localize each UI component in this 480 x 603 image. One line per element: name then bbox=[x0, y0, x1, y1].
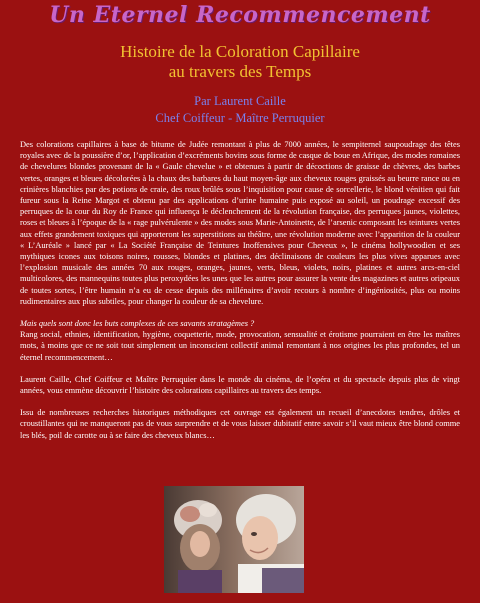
book-title-line-1: Histoire de la Coloration Capillaire bbox=[120, 42, 360, 61]
history-paragraph: Des colorations capillaires à base de bitume de Judée remontant à plus de 7000 années, le sempiternel saupoudrage des têtes royales avec de la poussière d’or, l’application d’excréments bovins sous forme de casque de boue en Afrique, des modes romaines de chevelures blondes provenant de la « Gaule chevelue » et obtenues à partir de décoctions de graisse de chèvres, des barbes vertes, oranges et bleues décolorées à la chaux des barbares du haut moyen-âge aux cheveux rouges graissés au beurre rance ou en crinières blanchies par des potions de craie, des roux brûlés sous l’inquisition pour cause de sorcellerie, le blond vénitien qui fait fureur sous la Reine Margot et obtenu par des applications d’urine humaine puis exposé au soleil, un poudrage excessif des perruques de la cour du Roy de France qui influença le déclenchement de la révolution française, des perruques jaunes, violettes, roses et bleues à l’époque de la « rage pulvérulente » des modes sous Marie-Antoinette, de l’arsenic composant les teintures vertes aux effets grandement toxiques qui apporteront les superstitions au théâtre, une révolution moderne avec l’apparition de la couleur « L’Auréale » lancé par « La Société Française de Teintures Inoffensives pour Cheveux », le cinéma hollywoodien et ses mythiques icones aux toisons noires, rousses, blondes et platines, des déclinaisons de couleurs les plus vives apparues avec l’explosion musicale des années 70 aux rouges, oranges, jaunes, verts, bleus, violets, noirs, platines et autres arcs-en-ciel multicolores, des mannequins toutes plus peroxydées les unes que les autres pour assurer la vente des magazines et autres oripeaux de toutes sortes, l’être humain n’a eu de cesse depuis des millénaires d’avoir recours à nombre d’ingéniosités, plus ou moins rudimentaires aux plus subtiles, pour changer la couleur de sa chevelure. bbox=[20, 140, 460, 306]
author-role: Chef Coiffeur - Maître Perruquier bbox=[155, 111, 325, 125]
description-text bbox=[20, 139, 460, 441]
answer-text: Rang social, ethnies, identification, hygiène, coquetterie, mode, provocation, sensualité et érotisme pourraient en être les maîtres mots, à moins que ce ne soit tout simplement un inconscient collectif animal remontant à nos origines les plus profondes, tel un éternel recommencement… bbox=[20, 330, 460, 362]
question-paragraph bbox=[20, 318, 460, 363]
author-block bbox=[0, 93, 480, 127]
period-costume-photo bbox=[164, 486, 304, 593]
book-summary-paragraph: Issu de nombreuses recherches historiques méthodiques cet ouvrage est également un recueil d’anecdotes tendres, drôles et croustillantes qui ne manqueront pas de vous surprendre et de vous laisser dubitatif entre savoir s’il vaut mieux être blond comme les blés, poil de carotte ou à se faire des cheveux blancs… bbox=[20, 408, 460, 440]
book-title-line-2: au travers des Temps bbox=[168, 62, 312, 81]
question-text: Mais quels sont donc les buts complexes de ces savants stratagèmes ? bbox=[20, 319, 255, 329]
page-banner: Un Eternel Recommencement bbox=[49, 2, 431, 28]
author-paragraph: Laurent Caille, Chef Coiffeur et Maître Perruquier dans le monde du cinéma, de l’opéra et du spectacle depuis plus de vingt années, vous emmène découvrir l’histoire des colorations capillaires au travers des temps. bbox=[20, 374, 460, 396]
photo-illustration bbox=[164, 486, 304, 593]
book-title bbox=[0, 42, 480, 82]
author-name: Par Laurent Caille bbox=[194, 94, 286, 108]
